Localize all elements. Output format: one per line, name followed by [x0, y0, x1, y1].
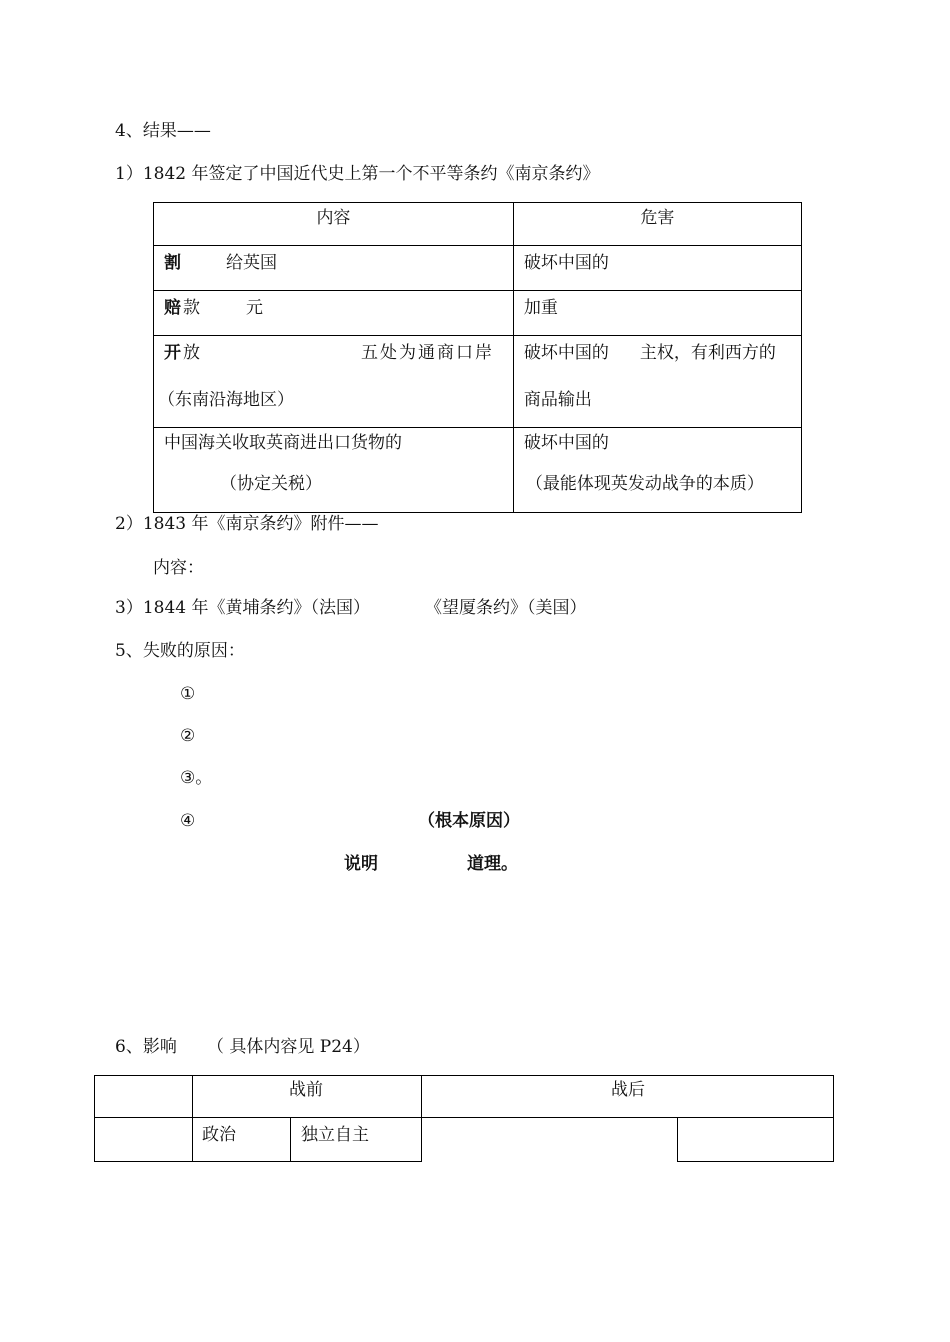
header-before-war: 战前	[289, 1080, 323, 1100]
row-cede-harm: 破坏中国的	[513, 246, 801, 291]
row-tariff-content: 中国海关收取英商进出口货物的 （协定关税）	[154, 428, 514, 513]
cede-text: 给英国	[226, 253, 277, 273]
treaty-1844-wangxia: 《望厦条约》（美国）	[425, 598, 587, 618]
row-indemnity-content: 赔 款 元	[154, 291, 514, 336]
cell-independent: 独立自主	[301, 1125, 369, 1145]
indemnity-bold: 赔	[164, 298, 181, 318]
reason-1: ①	[180, 684, 196, 704]
section-4-title: 4、结果——	[115, 121, 211, 141]
section-6-title: 6、影响	[115, 1037, 177, 1057]
header-harm: 危害	[513, 203, 801, 246]
reason-2: ②	[180, 726, 196, 746]
treaty-nanjing-table	[153, 202, 802, 513]
header-after-war: 战后	[611, 1080, 645, 1100]
treaty-1844-huangpu: 3）1844 年《黄埔条约》（法国）	[115, 598, 370, 618]
explain-text-b: 道理。	[467, 854, 518, 874]
row-tariff-harm: 破坏中国的 （最能体现英发动战争的本质）	[513, 428, 801, 513]
row-ports-content: 开 放 五处为通商口岸 （东南沿海地区）	[154, 336, 514, 428]
treaty-1843-content-label: 内容：	[153, 558, 204, 578]
section-6-note: （ 具体内容见 P24）	[207, 1037, 370, 1057]
reason-4: ④	[180, 811, 196, 831]
row-ports-harm: 破坏中国的 主权，有利西方的 商品输出	[513, 336, 801, 428]
ports-bold: 开	[164, 343, 181, 363]
row-indemnity-harm: 加重	[513, 291, 801, 336]
explain-text-a: 说明	[344, 854, 378, 874]
row-cede-content	[154, 246, 514, 291]
section-5-title: 5、失败的原因：	[115, 641, 245, 661]
treaty-1842-heading: 1）1842 年签定了中国近代史上第一个不平等条约《南京条约》	[115, 164, 600, 184]
header-content: 内容	[154, 203, 514, 246]
cell-politics: 政治	[202, 1125, 236, 1145]
reason-3: ③。	[180, 768, 213, 788]
root-cause-label: （根本原因）	[418, 811, 520, 831]
cede-bold: 割	[164, 253, 181, 273]
treaty-1843-heading: 2）1843 年《南京条约》附件——	[115, 514, 379, 534]
